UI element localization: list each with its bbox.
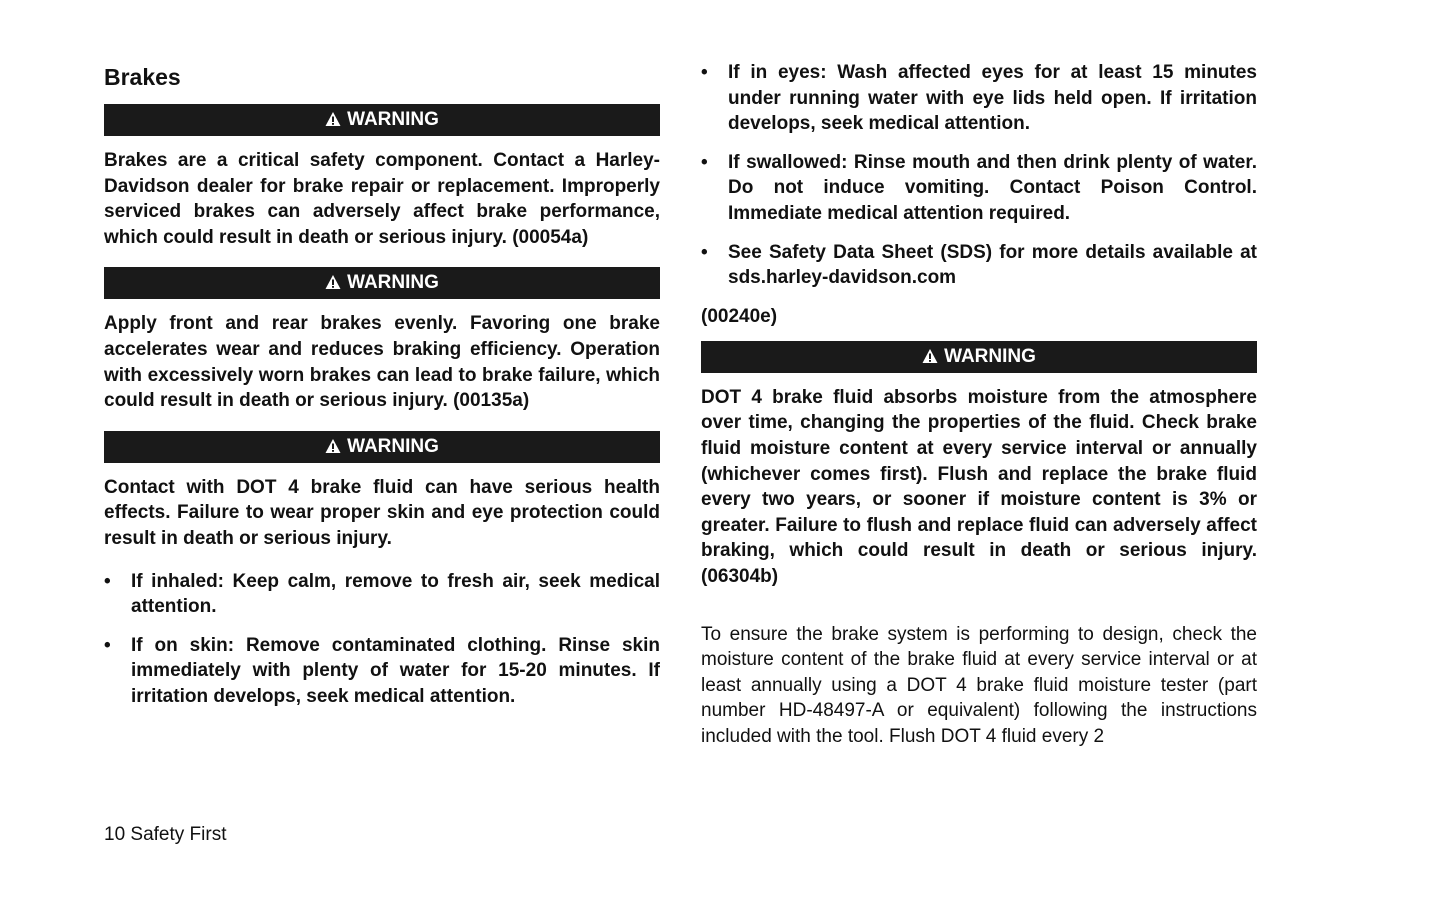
warning-text-2: Apply front and rear brakes evenly. Favoring one brake accelerates wear and reduces braking efficiency. Operation with excessively worn brakes can lead to brake failure, which could result in death or serious injury. (00135a) — [104, 313, 660, 412]
warning-triangle-icon — [325, 438, 341, 454]
section-title: Brakes — [104, 64, 181, 90]
list-item: • If inhaled: Keep calm, remove to fresh air, seek medical attention. — [104, 569, 660, 620]
list-item: • If on skin: Remove contaminated clothing. Rinse skin immediately with plenty of water for 15-20 minutes. If irritation develops, seek medical attention. — [104, 633, 660, 710]
list-item: • If swallowed: Rinse mouth and then drink plenty of water. Do not induce vomiting. Contact Poison Control. Immediate medical attention required. — [701, 150, 1257, 227]
right-column — [701, 60, 1257, 749]
warning-label: WARNING — [347, 435, 439, 457]
warning-triangle-icon — [325, 274, 341, 290]
warning-code: (00240e) — [701, 305, 778, 327]
warning-label: WARNING — [347, 272, 439, 294]
left-column — [104, 60, 660, 723]
warning-text-3: Contact with DOT 4 brake fluid can have serious health effects. Failure to wear proper skin and eye protection could result in death or serious injury. — [104, 476, 660, 549]
list-item: • If in eyes: Wash affected eyes for at least 15 minutes under running water with eye lids held open. If irritation develops, seek medical attention. — [701, 60, 1257, 137]
warning-banner-3 — [104, 431, 660, 463]
body-paragraph: To ensure the brake system is performing to design, check the moisture content of the brake fluid at every service interval or at least annually using a DOT 4 brake fluid moisture tester (part number HD-48497-A or equivalent) following the instructions included with the tool. Flush DOT 4 fluid every 2 — [701, 623, 1257, 747]
warning-banner-1 — [104, 104, 660, 136]
warning-label: WARNING — [347, 109, 439, 130]
warning-banner-4 — [701, 341, 1257, 373]
warning-text-4: DOT 4 brake fluid absorbs moisture from the atmosphere over time, changing the properties of the fluid. Check brake fluid moisture content at every service interval or annually (whichever comes first). Flush and replace the brake fluid every two years, or sooner if moisture content is 3% or greater. Failure to flush and replace fluid can adversely affect braking, which could result in death or serious injury. (06304b) — [701, 386, 1257, 587]
list-item: • See Safety Data Sheet (SDS) for more details available at sds.harley-davidson.com — [701, 240, 1257, 291]
warning-banner-2 — [104, 267, 660, 299]
first-aid-list-left — [104, 569, 660, 710]
first-aid-list-right — [701, 60, 1257, 291]
warning-triangle-icon — [325, 111, 341, 127]
page-footer: 10 Safety First — [104, 824, 227, 845]
warning-label: WARNING — [944, 345, 1036, 367]
warning-triangle-icon — [922, 348, 938, 364]
warning-text-1: Brakes are a critical safety component. Contact a Harley-Davidson dealer for brake repair or replacement. Improperly serviced brakes can adversely affect brake performance, which could result in death or serious injury. (00054a) — [104, 150, 660, 248]
